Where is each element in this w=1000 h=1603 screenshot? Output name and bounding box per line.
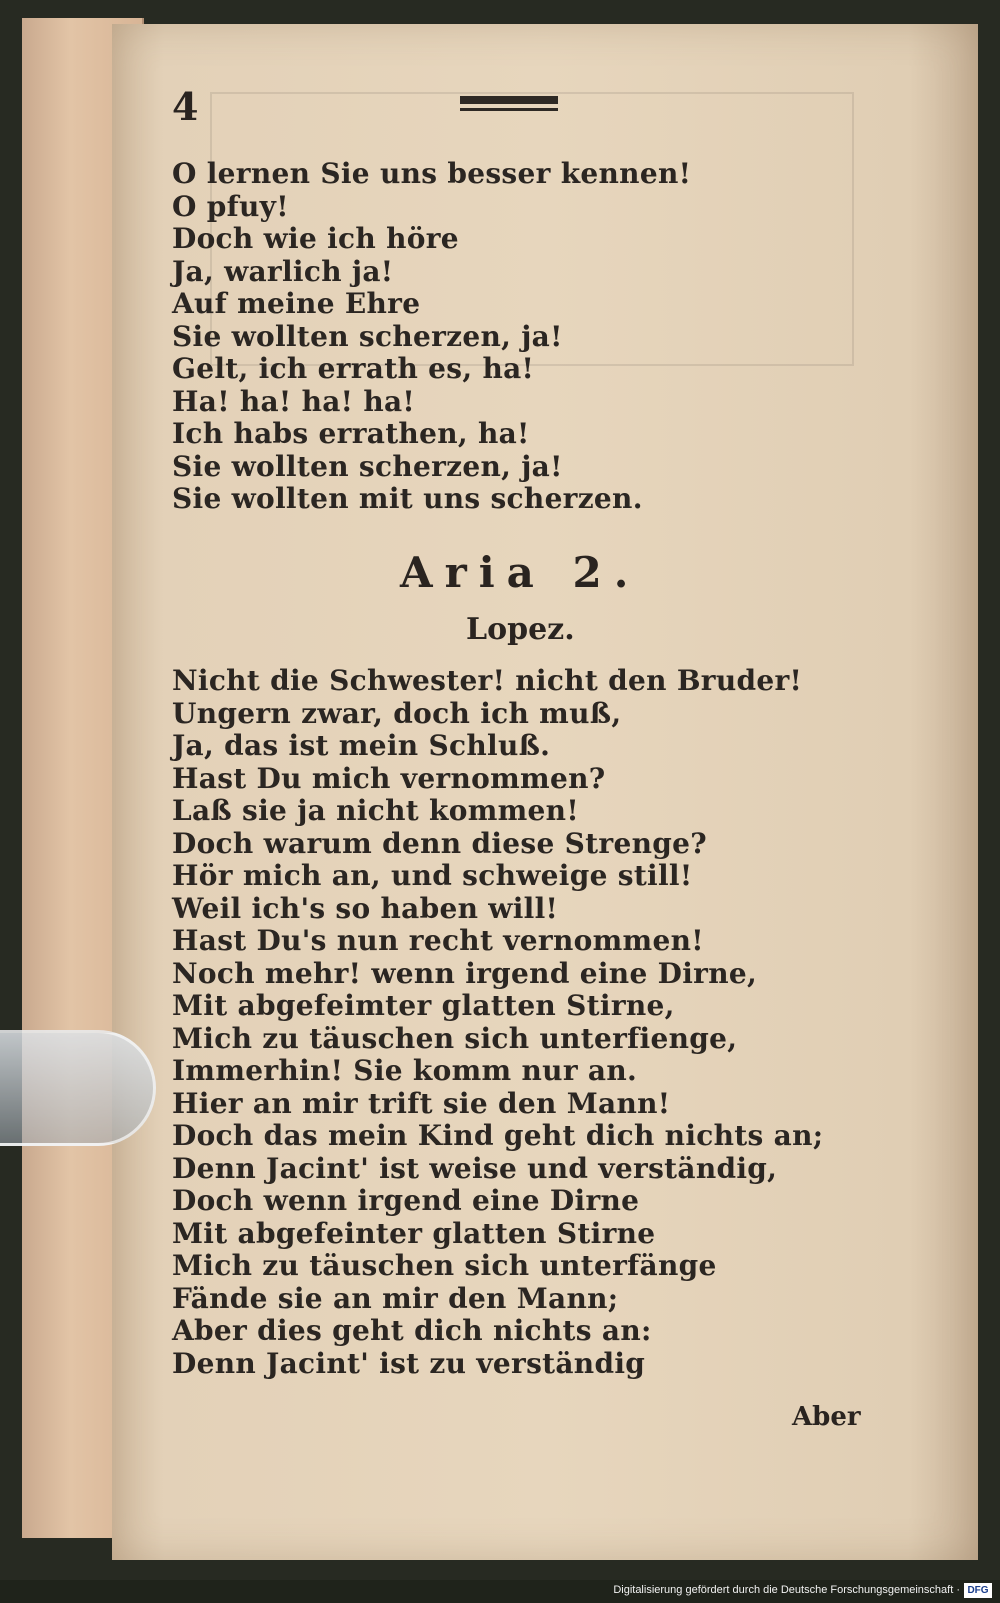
verse-line: Doch wie ich höre bbox=[172, 222, 459, 255]
dfg-logo-badge: DFG bbox=[964, 1583, 992, 1598]
stanza-2 bbox=[172, 665, 823, 1380]
verse-line: Laß sie ja nicht kommen! bbox=[172, 794, 579, 827]
verse-line: O lernen Sie uns besser kennen! bbox=[172, 157, 692, 190]
verse-line: Denn Jacint' ist zu verständig bbox=[172, 1346, 646, 1380]
catchword: Aber bbox=[792, 1402, 861, 1432]
verse-line: Fände sie an mir den Mann; bbox=[172, 1281, 619, 1315]
speaker-name: Lopez. bbox=[466, 612, 575, 647]
verse-line: Sie wollten scherzen, ja! bbox=[172, 319, 563, 353]
verse-line: Ja, warlich ja! bbox=[172, 254, 394, 288]
verse-line: Sie wollten scherzen, ja! bbox=[172, 449, 563, 483]
verse-line: Denn Jacint' ist weise und verständig, bbox=[172, 1151, 778, 1185]
verse-line: Weil ich's so haben will! bbox=[172, 891, 559, 925]
verse-line: Mich zu täuschen sich unterfienge, bbox=[172, 1021, 738, 1055]
aria-heading: Aria 2. bbox=[400, 548, 641, 597]
verse-line: Gelt, ich errath es, ha! bbox=[172, 352, 535, 385]
verse-line: Ungern zwar, doch ich muß, bbox=[172, 696, 622, 730]
header-ornament bbox=[460, 96, 558, 116]
verse-line: Doch wenn irgend eine Dirne bbox=[172, 1184, 640, 1217]
verse-line: Doch warum denn diese Strenge? bbox=[172, 826, 707, 860]
footer-credit: Digitalisierung gefördert durch die Deutsche Forschungsgemeinschaft · bbox=[613, 1584, 960, 1596]
verse-line: Auf meine Ehre bbox=[172, 287, 421, 320]
verse-line: Immerhin! Sie komm nur an. bbox=[172, 1054, 638, 1087]
verse-line: Ha! ha! ha! ha! bbox=[172, 384, 416, 418]
verse-line: Mit abgefeimter glatten Stirne, bbox=[172, 989, 675, 1022]
verse-line: Ich habs errathen, ha! bbox=[172, 417, 530, 450]
page-clip bbox=[0, 1030, 156, 1146]
page-number: 4 bbox=[172, 84, 199, 129]
verse-line: Hast Du's nun recht vernommen! bbox=[172, 924, 704, 957]
verse-line: Hör mich an, und schweige still! bbox=[172, 859, 693, 892]
verse-line: O pfuy! bbox=[172, 189, 289, 223]
verse-line: Sie wollten mit uns scherzen. bbox=[172, 482, 643, 515]
footer-bar bbox=[0, 1580, 1000, 1603]
verse-line: Hast Du mich vernommen? bbox=[172, 761, 606, 795]
verse-line: Mich zu täuschen sich unterfänge bbox=[172, 1249, 717, 1282]
verse-line: Ja, das ist mein Schluß. bbox=[172, 729, 551, 762]
verse-line: Mit abgefeinter glatten Stirne bbox=[172, 1216, 656, 1250]
stanza-1 bbox=[172, 158, 691, 516]
verse-line: Aber dies geht dich nichts an: bbox=[172, 1314, 652, 1347]
verse-line: Doch das mein Kind geht dich nichts an; bbox=[172, 1119, 824, 1152]
verse-line: Nicht die Schwester! nicht den Bruder! bbox=[172, 664, 803, 697]
verse-line: Hier an mir trift sie den Mann! bbox=[172, 1086, 671, 1120]
verse-line: Noch mehr! wenn irgend eine Dirne, bbox=[172, 956, 758, 990]
